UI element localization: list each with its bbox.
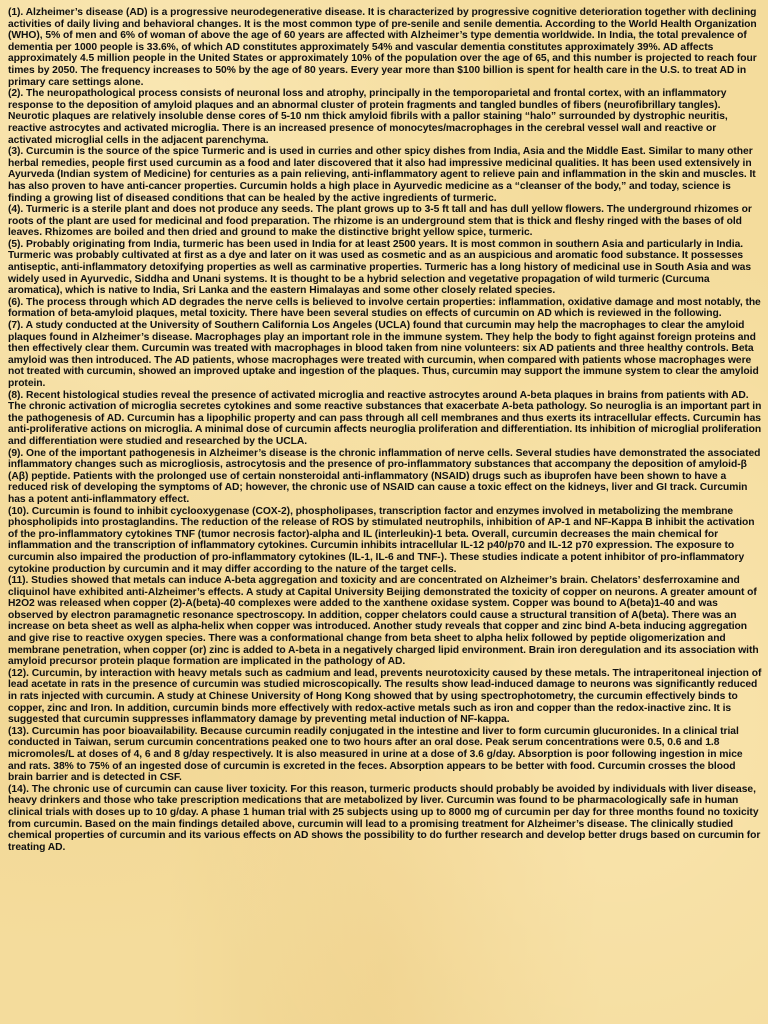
paragraph-14: (14). The chronic use of curcumin can cause liver toxicity. For this reason, turmeric products should probably be avoided by individuals with liver disease, heavy drinkers and those who take prescription medications that are metabolized by liver. Curcumin was found to be pharmacologically safe in human clinical trials with doses up to 10 g/day. A phase 1 human trial with 25 subjects using up to 8000 mg of curcumin per day for three months found no toxicity from curcumin. Based on the main findings detailed above, curcumin will lead to a promising treatment for Alzheimer’s disease. The clinically studied chemical properties of curcumin and its various effects on AD shows the possibility to do further research and develop better drugs based on curcumin for treating AD. bbox=[8, 783, 761, 853]
paragraph-4: (4). Turmeric is a sterile plant and does not produce any seeds. The plant grows up to 3-5 ft tall and has dull yellow flowers. The underground rhizomes or roots of the plant are used for medicinal and food preparation. The rhizome is an underground stem that is thick and fleshy ringed with the bases of old leaves. Rhizomes are boiled and then dried and ground to make the distinctive bright yellow spice, turmeric. bbox=[8, 204, 752, 239]
paragraph-2: (2). The neuropathological process consists of neuronal loss and atrophy, principally in the temporoparietal and frontal cortex, with an inflammatory response to the deposition of amyloid plaques and an abnormal cluster of protein fragments and tangled bundles of fibers (neurofibrillary tangles). Neurotic plaques are relatively insoluble dense cores of 5-10 nm thick amyloid fibrils with a pallor staining “halo” surrounded by dystrophic neuritis, reactive astrocytes and activated microglia. There is an increased presence of monocytes/macrophages in the cerebral vessel wall and reactive or activated microglial cells in the adjacent parenchyma. bbox=[8, 88, 728, 146]
paragraph-10: (10). Curcumin is found to inhibit cyclooxygenase (COX-2), phospholipases, transcription factor and enzymes involved in metabolizing the membrane phospholipids into prostaglandins. The reduction of the release of ROS by stimulated neutrophils, inhibition of AP-1 and NF-Kappa B inhibit the activation of the pro-inflammatory cytokines TNF (tumor necrosis factor)-alpha and IL (interleukin)-1 beta. Overall, curcumin decreases the main chemical for inflammation and the transcription of inflammatory cytokines. Curcumin inhibits intracellular IL-12 p40/p70 and IL-12 p70 expression. The exposure to curcumin also impaired the production of pro-inflammatory cytokines (IL-1, IL-6 and TNF-). These studies indicate a potent inhibitor of pro-inflammatory cytokine production by curcumin and it may differ according to the nature of the target cells. bbox=[8, 505, 755, 575]
paragraph-3: (3). Curcumin is the source of the spice Turmeric and is used in curries and other spicy dishes from India, Asia and the Middle East. Similar to many other herbal remedies, people first used curcumin as a food and later discovered that it also had impressive medicinal qualities. It has been used extensively in Ayurveda (Indian system of Medicine) for centuries as a pain relieving, anti-inflammatory agent to relieve pain and inflammation in the skin and muscles. It has also proven to have anti-cancer properties. Curcumin holds a high place in Ayurvedic medicine as a “cleanser of the body,” and today, science is finding a growing list of diseased conditions that can be healed by the active ingredients of turmeric. bbox=[8, 146, 756, 204]
paragraph-8: (8). Recent histological studies reveal the presence of activated microglia and reactive astrocytes around A-beta plaques in brains from patients with AD. The chronic activation of microglia secretes cytokines and some reactive substances that exacerbate A-beta pathology. So neuroglia is an important part in the pathogenesis of AD. Curcumin has a lipophilic property and can pass through all cell membranes and thus exerts its intracellular effects. Curcumin has anti-proliferative actions on microglia. A minimal dose of curcumin affects neuroglia proliferation and differentiation. Its inhibition of microglial proliferation and differentiation were studied and researched by the UCLA. bbox=[8, 389, 762, 447]
paragraph-13: (13). Curcumin has poor bioavailability. Because curcumin readily conjugated in the intestine and liver to form curcumin glucuronides. In a clinical trial conducted in Taiwan, serum curcumin concentrations peaked one to two hours after an oral dose. Peak serum concentrations were 0.5, 0.6 and 1.8 micromoles/L at doses of 4, 6 and 8 g/day respectively. It is also measured in urine at a dose of 3.6 g/day. Absorption is poor following ingestion in mice and rats. 38% to 75% of an ingested dose of curcumin is excreted in the feces. Absorption appears to be better with food. Curcumin crosses the blood brain barrier and is detected in CSF. bbox=[8, 725, 743, 784]
paragraph-7: (7). A study conducted at the University of Southern California Los Angeles (UCLA) found that curcumin may help the macrophages to clear the amyloid plaques found in Alzheimer’s disease. Macrophages play an important role in the immune system. They help the body to fight against foreign proteins and then effectively clear them. Curcumin was treated with macrophages in blood taken from nine volunteers: six AD patients and three healthy controls. Beta amyloid was then introduced. The AD patients, whose macrophages were treated with curcumin, when compared with patients whose macrophages were not treated with curcumin, showed an improved uptake and ingestion of the plaques. Thus, curcumin may support the immune system to clear the amyloid protein. bbox=[8, 320, 759, 389]
paragraph-6: (6). The process through which AD degrades the nerve cells is believed to involve certain properties: inflammation, oxidative damage and most notably, the formation of beta-amyloid plaques, metal toxicity. There have been several studies on effects of curcumin on AD which is reviewed in the following. bbox=[8, 296, 761, 320]
paragraph-1: (1). Alzheimer’s disease (AD) is a progressive neurodegenerative disease. It is characterized by progressive cognitive deterioration together with declining activities of daily living and behavioral changes. It is the most common type of pre-senile and senile dementia. According to the World Health Organization (WHO), 5% of men and 6% of woman of above the age of 60 years are affected with Alzheimer’s type dementia worldwide. In India, the total prevalence of dementia per 1000 people is 33.6%, of which AD constitutes approximately 54% and vascular dementia constitutes approximately 39%. AD affects approximately 4.5 million people in the United States or approximately 10% of the population over the age of 65, and this number is projected to reach four times by 2050. The frequency increases to 50% by the age of 80 years. Every year more than $100 billion is spent for health care in the U.S. to treat AD in primary care settings alone. bbox=[8, 7, 757, 88]
paragraph-11: (11). Studies showed that metals can induce A-beta aggregation and toxicity and are concentrated on Alzheimer’s brain. Chelators’ desferroxamine and cliquinol have exhibited anti-Alzheimer’s effects. A study at Capital University Beijing demonstrated the toxicity of copper on neurons. A greater amount of H2O2 was released when copper (2)-A(beta)-40 complexes were added to the xanthene oxidase system. Copper was bound to A(beta)1-40 and was observed by electron paramagnetic resonance spectroscopy. In addition, copper chelators could cause a structural transition of A(beta). There was an increase on beta sheet as well as alpha-helix when copper was introduced. Another study reveals that copper and zinc bind A-beta inducing aggregation and give rise to reactive oxygen species. There was a conformational change from beta sheet to alpha helix followed by peptide oligomerization and membrane penetration, when copper (or) zinc is added to A-beta in a negatively charged lipid environment. Brain iron deregulation and its association with amyloid precursor protein plaque formation are implicated in the pathology of AD. bbox=[8, 575, 759, 668]
paragraph-12: (12). Curcumin, by interaction with heavy metals such as cadmium and lead, prevents neurotoxicity caused by these metals. The intraperitoneal injection of lead acetate in rats in the presence of curcumin was studied microscopically. The results show lead-induced damage to neurons was significantly reduced in rats injected with curcumin. A study at Chinese University of Hong Kong showed that by using spectrophotometry, the curcumin effectively binds to copper, zinc and Iron. In addition, curcumin binds more effectively with redox-active metals such as iron and copper than the redox-inactive zinc. It is suggested that curcumin suppresses inflammatory damage by preventing metal induction of NF-kappa. bbox=[8, 667, 762, 726]
paragraph-5: (5). Probably originating from India, turmeric has been used in India for at least 2500 years. It is most common in southern Asia and particularly in India. Turmeric was probably cultivated at first as a dye and later on it was used as cosmetic and as an auspicious and aromatic food substance. It possesses antiseptic, anti-inflammatory detoxifying properties as well as carminative properties. Turmeric has a long history of medicinal use in South Asia and was widely used in Ayurvedic, Siddha and Unani systems. It is thought to be a hybrid selection and vegetative propagation of wild turmeric (Curcuma aromatica), which is native to India, Sri Lanka and the eastern Himalayas and some other closely related species. bbox=[8, 238, 752, 297]
paragraph-9: (9). One of the important pathogenesis in Alzheimer’s disease is the chronic inflammation of nerve cells. Several studies have demonstrated the associated inflammatory changes such as microgliosis, astrocytosis and the presence of pro-inflammatory substances that accompany the deposition of amyloid-β (Aβ) peptide. Patients with the prolonged use of certain nonsteroidal anti-inflammatory (NSAID) drugs such as ibuprofen have been shown to have a reduced risk of developing the symptoms of AD; however, the chronic use of NSAID can cause a toxic effect on the kidneys, liver and GI track. Curcumin has a potent anti-inflammatory effect. bbox=[8, 447, 761, 505]
